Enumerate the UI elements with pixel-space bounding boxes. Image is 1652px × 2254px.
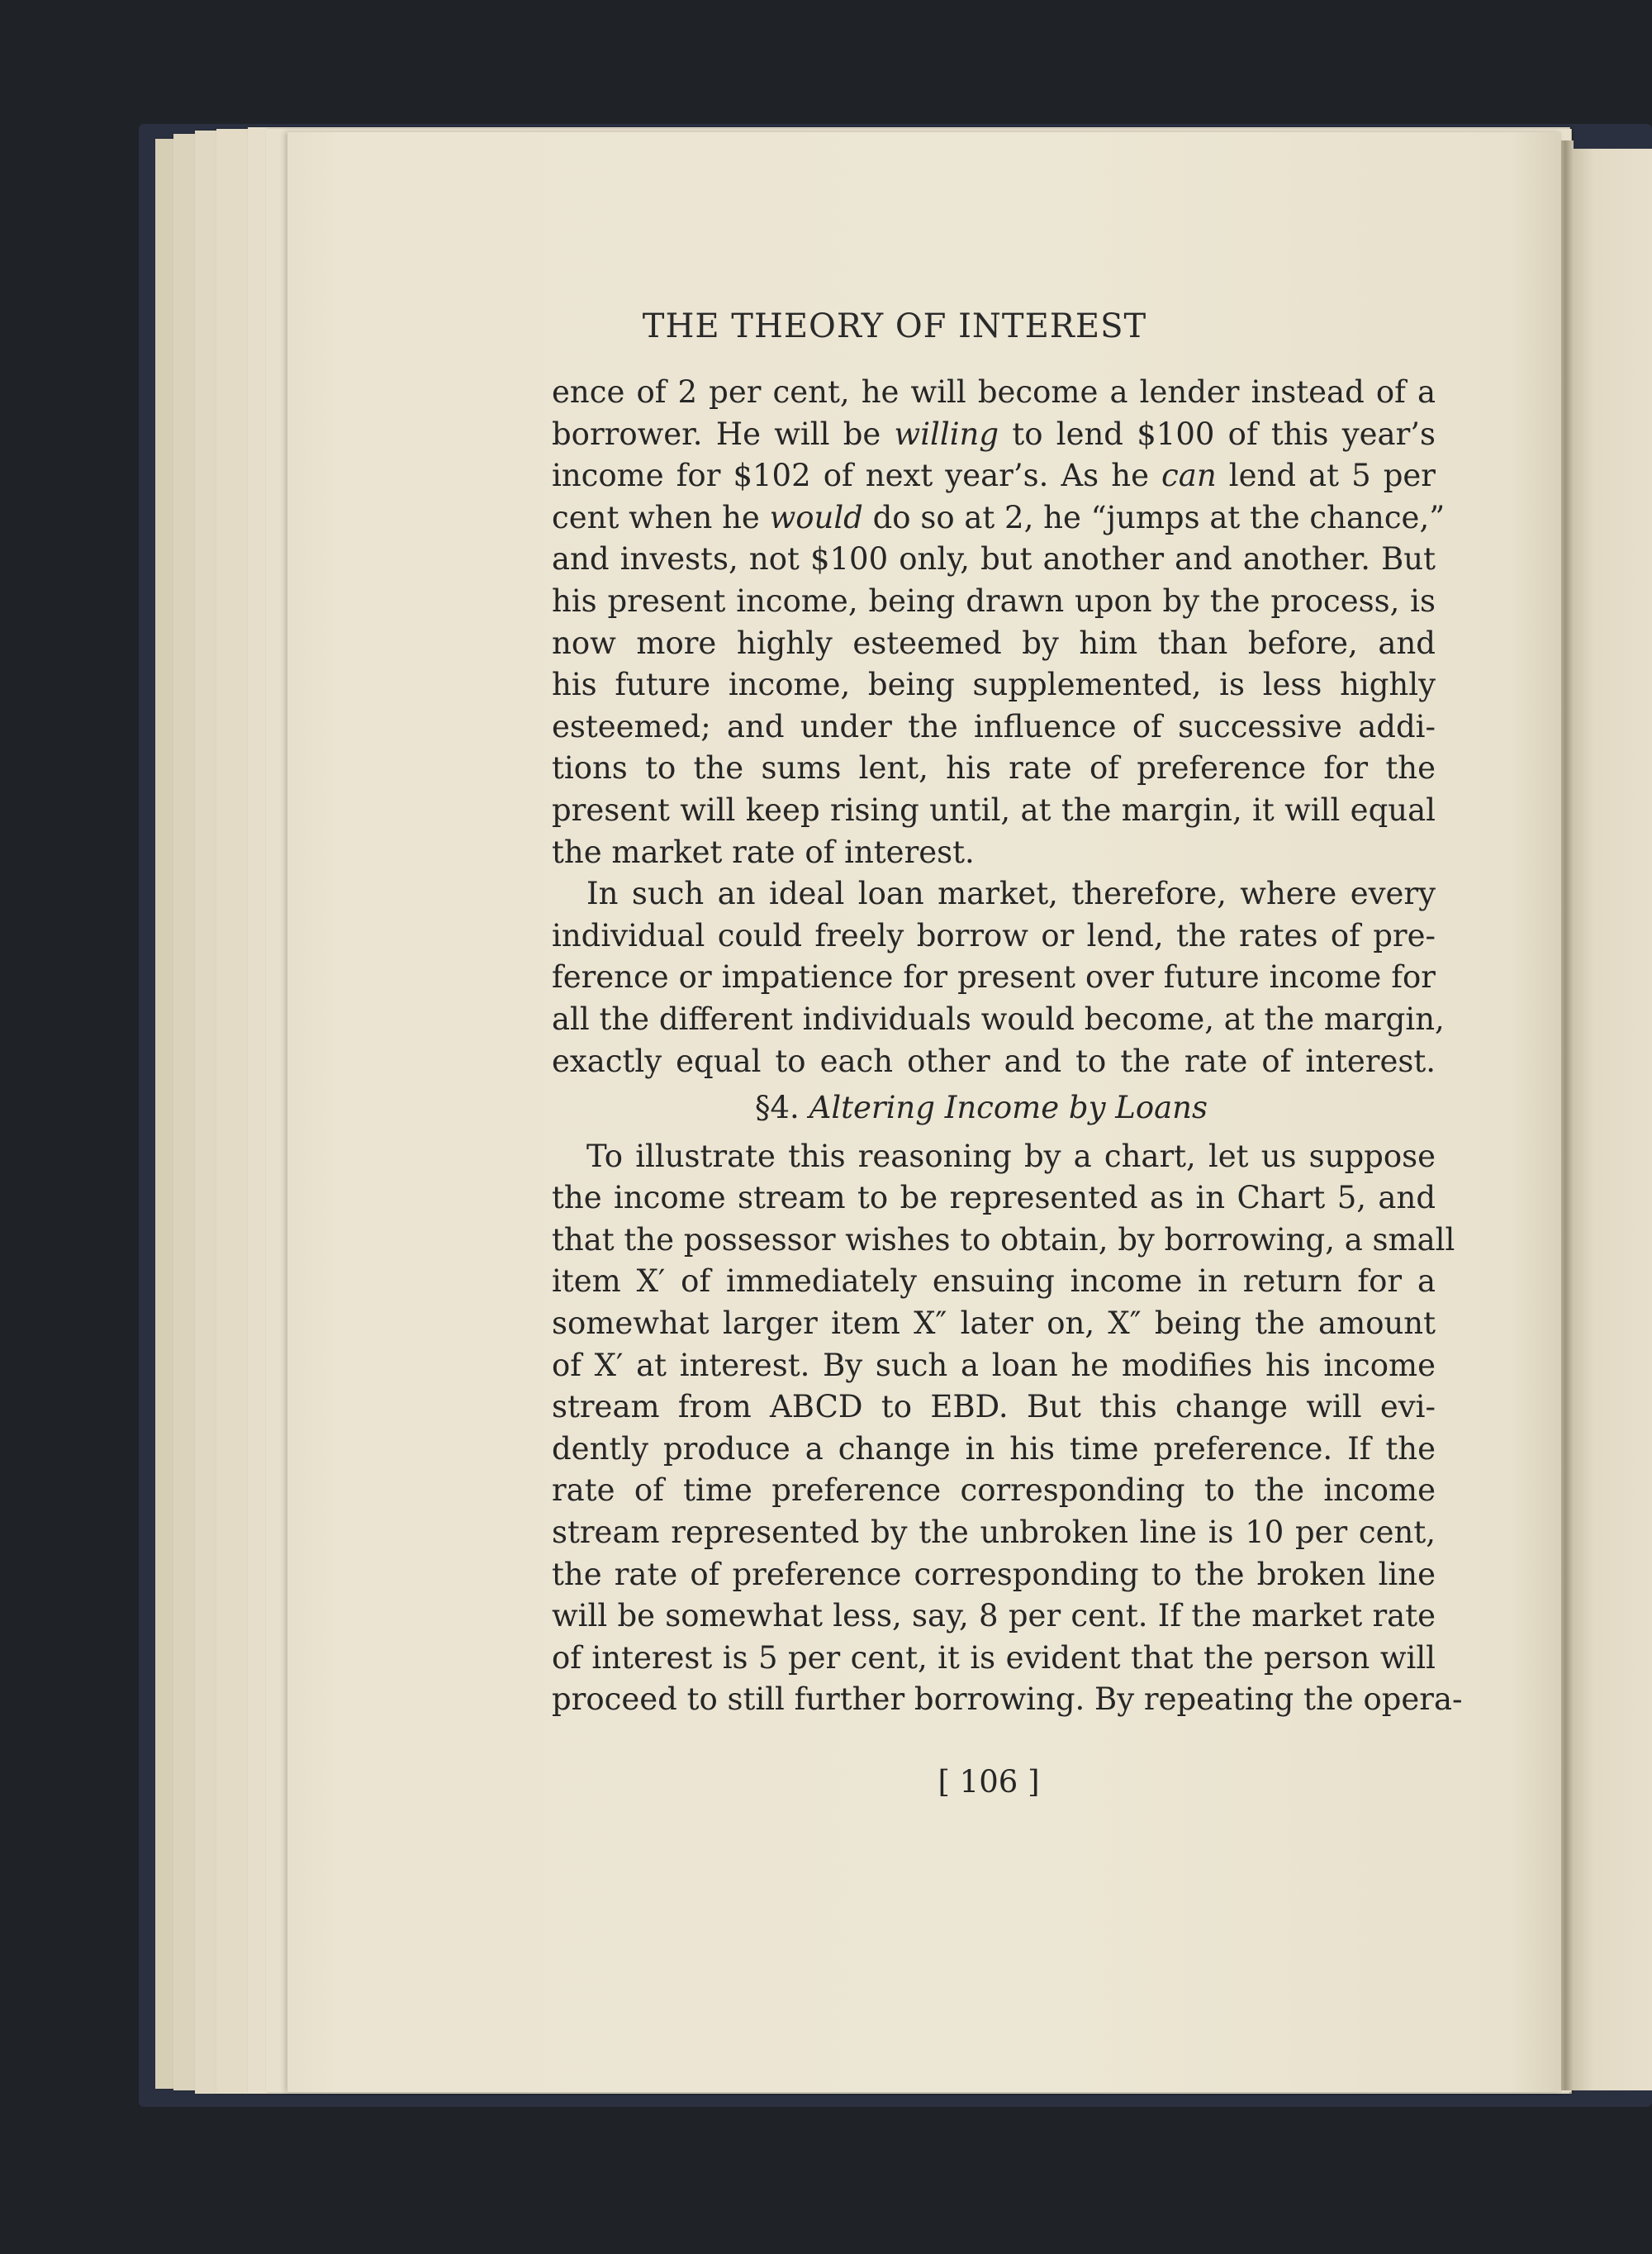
- text-span: do so at 2, he “jumps at the chance,”: [862, 499, 1446, 535]
- text-line: the rate of preference corresponding to the broken line: [552, 1556, 1436, 1592]
- text-line: ence of 2 per cent, he will become a lender instead of a: [552, 374, 1436, 410]
- section-title: Altering Income by Loans: [809, 1090, 1208, 1126]
- text-line: [552, 414, 1436, 456]
- italic-word: can: [1161, 458, 1217, 494]
- text-span: lend at 5 per: [1216, 458, 1436, 494]
- paragraph: [552, 372, 1446, 873]
- text-line: individual could freely borrow or lend, the rates of pre-: [552, 917, 1436, 953]
- paragraph: [552, 1136, 1463, 1721]
- text-line: his present income, being drawn upon by the process, is: [552, 583, 1436, 619]
- text-line: his future income, being supplemented, is less highly: [552, 667, 1436, 703]
- italic-word: would: [769, 499, 863, 535]
- text-line: the income stream to be represented as in Chart 5, and: [552, 1180, 1436, 1216]
- text-line: that the possessor wishes to obtain, by borrowing, a small: [552, 1221, 1455, 1258]
- text-line: To illustrate this reasoning by a chart, let us suppose: [586, 1138, 1436, 1174]
- italic-word: willing: [894, 416, 999, 452]
- text-line: somewhat larger item X″ later on, X″ being the amount: [552, 1305, 1436, 1342]
- running-head: THE THEORY OF INTEREST: [642, 307, 1147, 345]
- text-line: [552, 497, 1446, 540]
- text-line: and invests, not $100 only, but another and another. But: [552, 541, 1436, 578]
- text-line: tions to the sums lent, his rate of preference for the: [552, 750, 1436, 787]
- text-line: now more highly esteemed by him than before, and: [552, 625, 1436, 661]
- section-number: §4.: [755, 1090, 800, 1126]
- text-span: borrower. He will be: [552, 416, 895, 452]
- text-span: to lend $100 of this year’s: [999, 416, 1436, 452]
- page-number: [ 106 ]: [938, 1764, 1040, 1800]
- text-line: will be somewhat less, say, 8 per cent. If the market rate: [552, 1598, 1436, 1634]
- text-line: of X′ at interest. By such a loan he modifies his income: [552, 1347, 1436, 1383]
- text-line: rate of time preference corresponding to the income: [552, 1472, 1436, 1509]
- text-line: the market rate of interest.: [552, 834, 975, 870]
- section-heading: [552, 1087, 1436, 1129]
- text-line: of interest is 5 per cent, it is evident that the person will: [552, 1639, 1436, 1676]
- text-line: exactly equal to each other and to the rate of interest.: [552, 1043, 1436, 1079]
- text-line: dently produce a change in his time preference. If the: [552, 1430, 1436, 1467]
- body-text: [552, 372, 1463, 1721]
- text-line: In such an ideal loan market, therefore, where every: [586, 876, 1436, 912]
- text-line: esteemed; and under the influence of successive addi-: [552, 708, 1436, 744]
- text-line: item X′ of immediately ensuing income in return for a: [552, 1263, 1436, 1300]
- text-span: cent when he: [552, 499, 770, 535]
- text-line: present will keep rising until, at the margin, it will equal: [552, 792, 1436, 828]
- paragraph: [552, 873, 1445, 1082]
- facing-page: [1569, 149, 1652, 2090]
- text-line: ference or impatience for present over future income for: [552, 959, 1436, 996]
- text-line: proceed to still further borrowing. By repeating the opera-: [552, 1681, 1463, 1718]
- text-line: stream from ABCD to EBD. But this change will evi-: [552, 1389, 1436, 1425]
- text-span: income for $102 of next year’s. As he: [552, 458, 1162, 494]
- text-line: stream represented by the unbroken line is 10 per cent,: [552, 1515, 1436, 1551]
- text-line: all the different individuals would become, at the margin,: [552, 1001, 1445, 1037]
- text-line: [552, 455, 1436, 497]
